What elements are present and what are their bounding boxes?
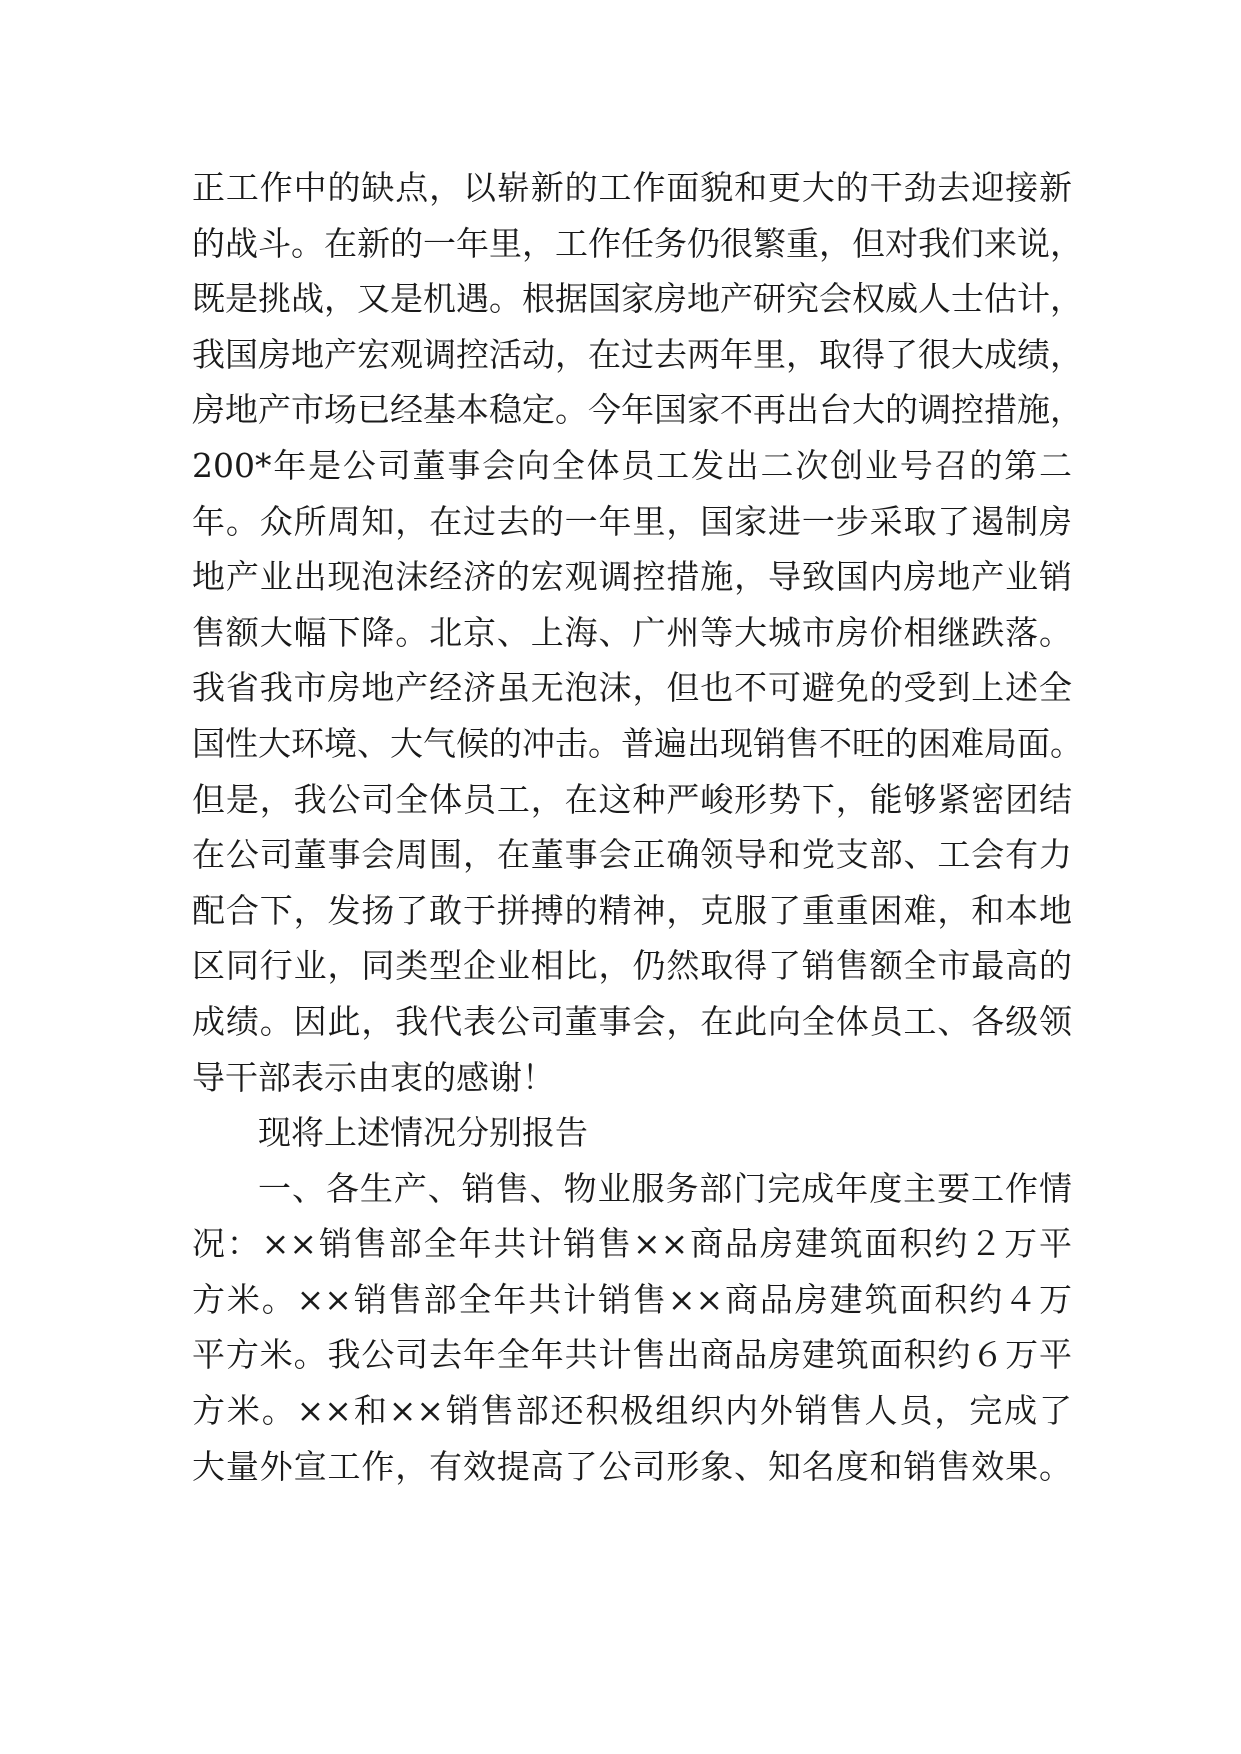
paragraph-first-line: 一、各生产、销售、物业服务部门完成年度主要工作情 (258, 1168, 1072, 1208)
text-line: 区同行业，同类型企业相比，仍然取得了销售额全市最高的 (192, 946, 1072, 986)
text-line: 在公司董事会周围，在董事会正确领导和党支部、工会有力 (192, 835, 1072, 875)
text-line: 地产业出现泡沫经济的宏观调控措施，导致国内房地产业销 (192, 557, 1072, 597)
text-line: 的战斗。在新的一年里，工作任务仍很繁重，但对我们来说， (192, 223, 1083, 263)
text-line: 但是，我公司全体员工，在这种严峻形势下，能够紧密团结 (192, 779, 1072, 819)
text-line: 房地产市场已经基本稳定。今年国家不再出台大的调控措施， (192, 390, 1083, 430)
text-line: 平方米。我公司去年全年共计售出商品房建筑面积约６万平 (192, 1335, 1072, 1375)
text-line: 我省我市房地产经济虽无泡沫，但也不可避免的受到上述全 (192, 668, 1072, 708)
text-line: 方米。××销售部全年共计销售××商品房建筑面积约４万 (192, 1279, 1072, 1319)
text-line: 既是挑战，又是机遇。根据国家房地产研究会权威人士估计， (192, 279, 1083, 319)
text-line: 售额大幅下降。北京、上海、广州等大城市房价相继跌落。 (192, 612, 1072, 652)
text-line: 导干部表示由衷的感谢！ (192, 1057, 555, 1097)
document-body (192, 160, 1083, 1494)
text-line: 大量外宣工作，有效提高了公司形象、知名度和销售效果。 (192, 1446, 1072, 1486)
text-line: 况：××销售部全年共计销售××商品房建筑面积约２万平 (192, 1224, 1072, 1264)
text-line: 配合下，发扬了敢于拼搏的精神，克服了重重困难，和本地 (192, 890, 1072, 930)
text-line: 我国房地产宏观调控活动，在过去两年里，取得了很大成绩， (192, 334, 1083, 374)
paragraph-first-line: 现将上述情况分别报告 (258, 1113, 588, 1153)
text-line: 方米。××和××销售部还积极组织内外销售人员，完成了 (192, 1391, 1072, 1431)
text-line: 正工作中的缺点，以崭新的工作面貌和更大的干劲去迎接新 (192, 168, 1072, 207)
text-line: 年。众所周知，在过去的一年里，国家进一步采取了遏制房 (192, 501, 1072, 541)
text-line: 国性大环境、大气候的冲击。普遍出现销售不旺的困难局面。 (192, 723, 1083, 763)
text-line: 200*年是公司董事会向全体员工发出二次创业号召的第二 (192, 445, 1072, 485)
text-line: 成绩。因此，我代表公司董事会，在此向全体员工、各级领 (192, 1001, 1072, 1041)
